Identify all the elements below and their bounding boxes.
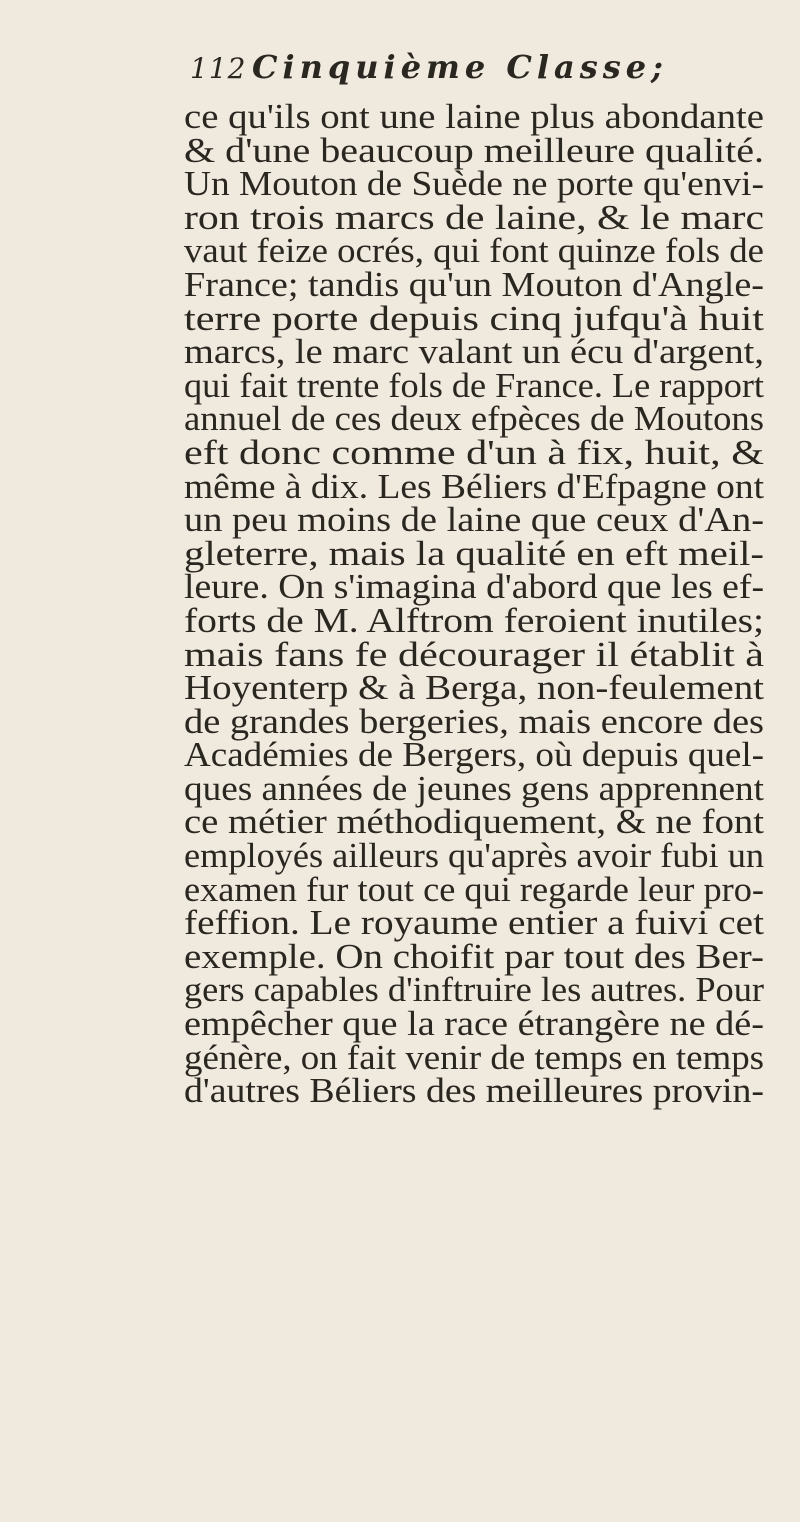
text-line: terre porte depuis cinq jufqu'à huit <box>184 298 765 338</box>
text-line: génère, on fait venir de temps en temps <box>184 1037 765 1077</box>
text-line: France; tandis qu'un Mouton d'Angle- <box>184 264 764 304</box>
text-line: eft donc comme d'un à fix, huit, & <box>184 432 765 472</box>
text-line: feffion. Le royaume entier a fuivi cet <box>184 903 765 943</box>
text-line: un peu moins de laine que ceux d'An- <box>184 500 765 540</box>
text-line: de grandes bergeries, mais encore des <box>184 701 764 741</box>
text-line: Académies de Bergers, où depuis quel- <box>184 735 764 775</box>
text-line: employés ailleurs qu'après avoir fubi un <box>184 836 764 876</box>
body-text <box>184 97 765 1111</box>
text-line: ques années de jeunes gens apprennent <box>184 768 765 808</box>
text-line: & d'une beaucoup meilleure qualité. <box>184 130 765 170</box>
text-line: examen fur tout ce qui regarde leur pro- <box>184 869 765 909</box>
text-line: gers capables d'inftruire les autres. Pour <box>184 970 765 1010</box>
text-line: ce métier méthodiquement, & ne font <box>184 802 765 842</box>
text-line: exemple. On choifit par tout des Ber- <box>184 936 764 976</box>
text-line: leure. On s'imagina d'abord que les ef- <box>184 567 765 607</box>
text-line: même à dix. Les Béliers d'Efpagne ont <box>184 466 764 506</box>
text-line: marcs, le marc valant un écu d'argent, <box>184 332 764 372</box>
text-line: Un Mouton de Suède ne porte qu'envi- <box>184 164 764 204</box>
text-line: gleterre, mais la qualité en eft meil- <box>184 533 764 573</box>
text-line: empêcher que la race étrangère ne dé- <box>184 1004 765 1044</box>
text-line: ron trois marcs de laine, & le marc <box>184 197 765 237</box>
text-line: qui fait trente fols de France. Le rapport <box>184 365 764 405</box>
text-line: vaut feize ocrés, qui font quinze fols de <box>184 231 765 271</box>
text-line: d'autres Béliers des meilleures provin- <box>184 1071 764 1111</box>
text-line: annuel de ces deux efpèces de Moutons <box>184 399 765 439</box>
text-line: Hoyenterp & à Berga, non-feulement <box>184 668 765 708</box>
text-line: forts de M. Alftrom feroient inutiles; <box>184 600 765 640</box>
text-line: ce qu'ils ont une laine plus abondante <box>184 97 764 136</box>
page-number: 112 <box>190 52 247 85</box>
running-head <box>190 40 750 92</box>
text-line: mais fans fe décourager il établit à <box>184 634 765 674</box>
section-title: Cinquième Classe; <box>252 48 668 86</box>
